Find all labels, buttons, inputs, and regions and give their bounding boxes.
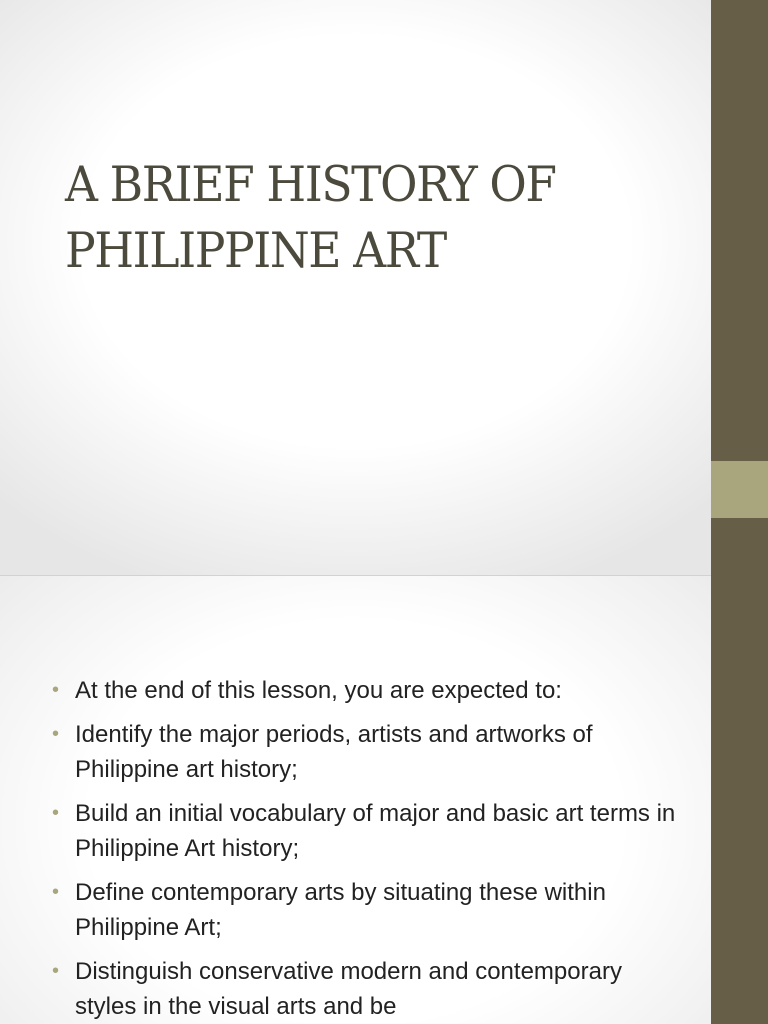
bullet-icon: •	[52, 679, 60, 701]
list-item-text: Distinguish conservative modern and contemporary styles in the visual arts and be	[75, 958, 622, 1020]
list-item	[52, 875, 682, 945]
list-item-text: Identify the major periods, artists and artworks of Philippine art history;	[75, 721, 593, 783]
list-item-text: At the end of this lesson, you are expected to:	[75, 677, 562, 704]
list-item-text: Define contemporary arts by situating these within Philippine Art;	[75, 879, 606, 941]
bullet-icon: •	[52, 802, 60, 824]
slide-title	[65, 152, 642, 284]
list-item	[52, 717, 682, 787]
title-line-2: PHILIPPINE ART	[65, 222, 446, 279]
bullet-icon: •	[52, 881, 60, 903]
list-item-text: Build an initial vocabulary of major and basic art terms in Philippine Art history;	[75, 800, 676, 862]
title-line-1: A BRIEF HISTORY OF	[65, 156, 556, 213]
slide-2	[0, 576, 711, 1024]
bullet-icon: •	[52, 723, 60, 745]
list-item	[52, 796, 682, 866]
sidebar-accent-block	[711, 461, 768, 518]
list-item	[52, 673, 682, 708]
bullet-icon: •	[52, 960, 60, 982]
list-item	[52, 954, 682, 1024]
objectives-list	[52, 673, 682, 1024]
